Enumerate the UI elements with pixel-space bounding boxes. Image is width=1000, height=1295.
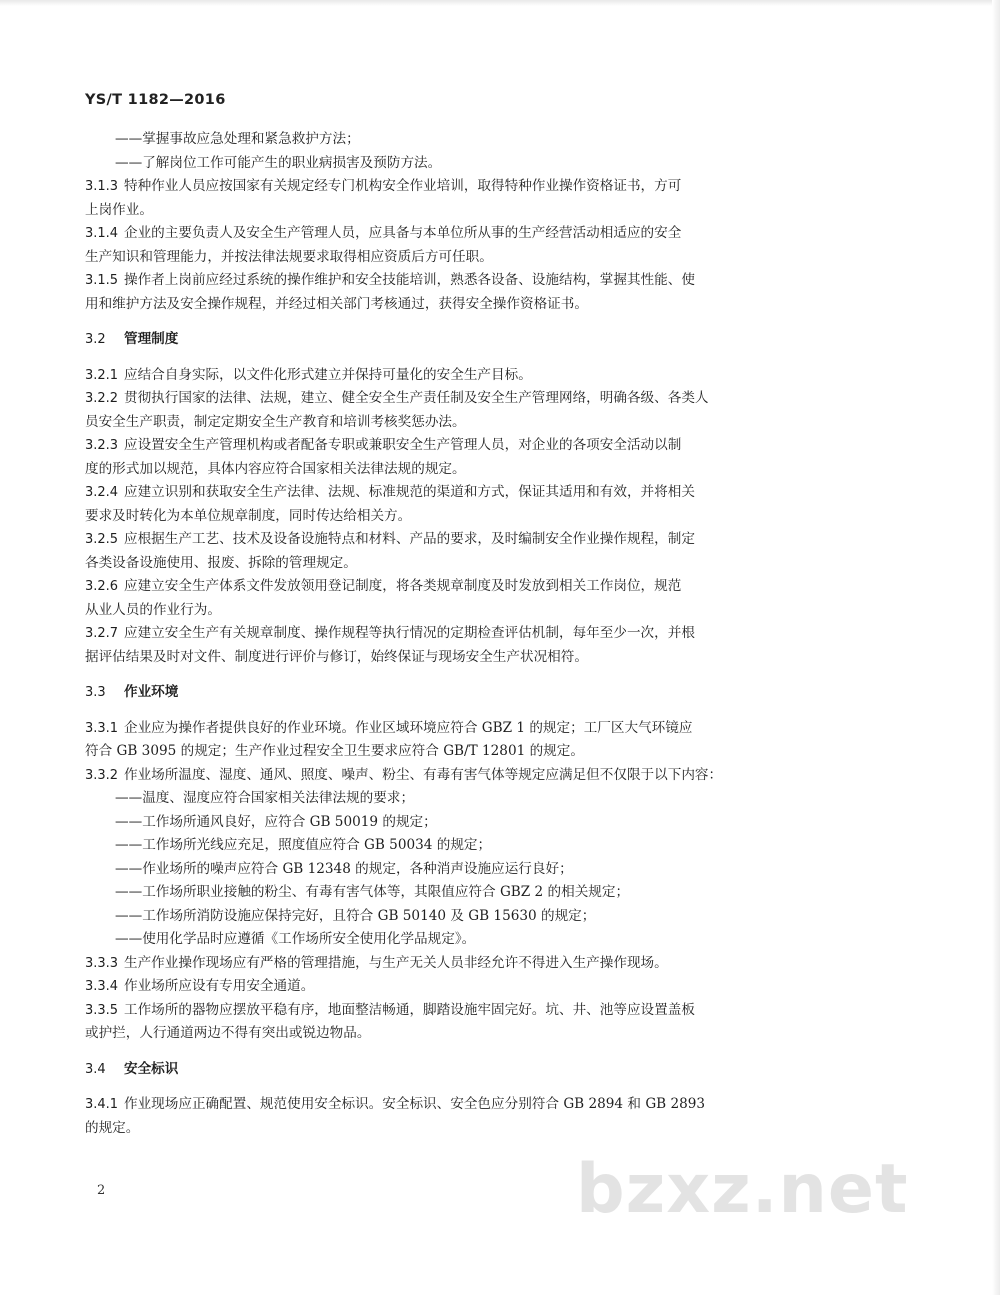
clause-text: 作业场所应设有专用安全通道。 — [124, 978, 315, 994]
clause-text: ——工作场所通风良好，应符合 GB 50019 的规定； — [115, 813, 437, 830]
list-item — [85, 152, 905, 176]
page-edge-top — [0, 0, 1000, 6]
clause-number: 3.3.5 — [85, 1002, 119, 1018]
clause-text: ——作业场所的噪声应符合 GB 12348 的规定，各种消声设施应运行良好； — [115, 860, 573, 877]
clause-number: 3.1.4 — [85, 226, 119, 241]
clause-text: 企业的主要负责人及安全生产管理人员，应具备与本单位所从事的生产经营活动相适应的安全 — [124, 225, 682, 241]
list-item — [85, 928, 905, 952]
list-item — [85, 834, 905, 858]
standard-code: YS/T 1182—2016 — [85, 92, 226, 108]
clause-text: 作业环境 — [124, 684, 179, 700]
clause-text: 应建立安全生产体系文件发放领用登记制度，将各类规章制度及时发放到相关工作岗位，规范 — [124, 578, 682, 594]
clause-text: 生产知识和管理能力，并按法律法规要求取得相应资质后方可任职。 — [85, 248, 493, 265]
clause-text: 应根据生产工艺、技术及设备设施特点和材料、产品的要求，及时编制安全作业操作规程，制定 — [124, 531, 695, 547]
clause-text: 应设置安全生产管理机构或者配备专职或兼职安全生产管理人员，对企业的各项安全活动以制 — [124, 437, 682, 453]
clause-text: ——掌握事故应急处理和紧急救护方法； — [115, 131, 360, 147]
clause-line — [85, 717, 905, 741]
clause-number: 3.2.7 — [85, 626, 119, 641]
clause-line — [85, 481, 905, 505]
clause-line — [85, 975, 905, 999]
continuation-line — [85, 1022, 905, 1046]
clause-number: 3.2.2 — [85, 391, 119, 406]
clause-text: 应建立安全生产有关规章制度、操作规程等执行情况的定期检查评估机制，每年至少一次，并根 — [124, 625, 695, 641]
document-body — [85, 128, 905, 1140]
clause-text: ——温度、湿度应符合国家相关法律法规的要求； — [115, 790, 415, 806]
list-item — [85, 905, 905, 929]
continuation-line — [85, 740, 905, 764]
clause-line — [85, 175, 905, 199]
clause-number: 3.4 — [85, 1061, 106, 1077]
page-edge-right — [992, 0, 1000, 1295]
list-item — [85, 881, 905, 905]
continuation-line — [85, 199, 905, 223]
clause-text: 或护拦，人行通道两边不得有突出或锐边物品。 — [85, 1025, 371, 1041]
continuation-line — [85, 458, 905, 482]
clause-number: 3.1.5 — [85, 273, 119, 288]
clause-text: 从业人员的作业行为。 — [85, 601, 221, 618]
clause-line — [85, 1093, 905, 1117]
clause-text: 上岗作业。 — [85, 201, 153, 218]
clause-line — [85, 764, 905, 788]
list-item — [85, 858, 905, 882]
continuation-line — [85, 246, 905, 270]
continuation-line — [85, 411, 905, 435]
clause-number: 3.3 — [85, 685, 106, 700]
clause-number: 3.2 — [85, 332, 106, 347]
clause-text: 应建立识别和获取安全生产法律、法规、标准规范的渠道和方式，保证其适用和有效，并将相关 — [124, 484, 695, 500]
clause-text: 作业场所温度、湿度、通风、照度、噪声、粉尘、有毒有害气体等规定应满足但不仅限于以下内容： — [124, 766, 723, 783]
clause-text: 的规定。 — [85, 1119, 140, 1136]
clause-text: ——工作场所职业接触的粉尘、有毒有害气体等，其限值应符合 GBZ 2 的相关规定； — [115, 884, 630, 900]
clause-line — [85, 952, 905, 976]
clause-number: 3.2.3 — [85, 438, 119, 453]
clause-number: 3.3.3 — [85, 955, 119, 971]
clause-text: ——工作场所消防设施应保持完好，且符合 GB 50140 及 GB 15630 的规定； — [115, 907, 596, 924]
clause-line — [85, 622, 905, 646]
clause-line — [85, 222, 905, 246]
continuation-line — [85, 646, 905, 670]
clause-text: ——工作场所光线应充足，照度值应符合 GB 50034 的规定； — [115, 837, 492, 853]
clause-number: 3.2.5 — [85, 532, 119, 547]
clause-text: 操作者上岗前应经过系统的操作维护和安全技能培训，熟悉各设备、设施结构，掌握其性能、使 — [124, 272, 695, 288]
clause-number: 3.3.4 — [85, 979, 119, 994]
section-heading — [85, 328, 905, 352]
clause-text: 企业应为操作者提供良好的作业环境。作业区域环境应符合 GBZ 1 的规定；工厂区大气环镜应 — [124, 719, 693, 736]
clause-text: 应结合自身实际，以文件化形式建立并保持可量化的安全生产目标。 — [124, 366, 532, 383]
clause-text: 特种作业人员应按国家有关规定经专门机构安全作业培训，取得特种作业操作资格证书，方可 — [124, 178, 682, 194]
clause-line — [85, 434, 905, 458]
clause-text: 生产作业操作现场应有严格的管理措施，与生产无关人员非经允许不得进入生产操作现场。 — [124, 954, 668, 971]
clause-line — [85, 575, 905, 599]
list-item — [85, 811, 905, 835]
clause-line — [85, 269, 905, 293]
clause-line — [85, 364, 905, 388]
clause-number: 3.3.2 — [85, 767, 119, 783]
clause-number: 3.2.1 — [85, 367, 119, 383]
continuation-line — [85, 599, 905, 623]
section-heading — [85, 1058, 905, 1082]
clause-text: 用和维护方法及安全操作规程，并经过相关部门考核通过，获得安全操作资格证书。 — [85, 295, 588, 312]
watermark: bzxz.net — [576, 1150, 909, 1229]
list-item — [85, 128, 905, 152]
continuation-line — [85, 293, 905, 317]
clause-line — [85, 387, 905, 411]
clause-text: 管理制度 — [124, 331, 179, 347]
clause-number: 3.2.6 — [85, 579, 119, 594]
clause-text: 各类设备设施使用、报废、拆除的管理规定。 — [85, 554, 357, 571]
clause-text: 要求及时转化为本单位规章制度，同时传达给相关方。 — [85, 507, 412, 524]
clause-number: 3.3.1 — [85, 720, 119, 736]
section-heading — [85, 681, 905, 705]
clause-text: ——使用化学品时应遵循《工作场所安全使用化学品规定》。 — [115, 931, 476, 947]
clause-text: 符合 GB 3095 的规定；生产作业过程安全卫生要求应符合 GB/T 12801 的规定。 — [85, 743, 584, 759]
continuation-line — [85, 505, 905, 529]
clause-line — [85, 999, 905, 1023]
clause-text: 作业现场应正确配置、规范使用安全标识。安全标识、安全色应分别符合 GB 2894 和 GB 2893 — [124, 1096, 706, 1112]
continuation-line — [85, 1117, 905, 1141]
page-number: 2 — [97, 1183, 106, 1198]
clause-number: 3.2.4 — [85, 485, 119, 500]
clause-number: 3.1.3 — [85, 179, 119, 194]
clause-text: 贯彻执行国家的法律、法规，建立、健全安全生产责任制及安全生产管理网络，明确各级、各类人 — [124, 390, 709, 406]
clause-text: 工作场所的器物应摆放平稳有序，地面整洁畅通，脚踏设施牢固完好。坑、井、池等应设置盖板 — [124, 1001, 695, 1018]
clause-line — [85, 528, 905, 552]
clause-text: ——了解岗位工作可能产生的职业病损害及预防方法。 — [115, 154, 442, 171]
clause-number: 3.4.1 — [85, 1097, 119, 1112]
clause-text: 安全标识 — [124, 1060, 179, 1077]
clause-text: 据评估结果及时对文件、制度进行评价与修订，始终保证与现场安全生产状况相符。 — [85, 648, 588, 665]
clause-text: 员安全生产职责，制定定期安全生产教育和培训考核奖惩办法。 — [85, 413, 466, 430]
clause-text: 度的形式加以规范，具体内容应符合国家相关法律法规的规定。 — [85, 460, 466, 477]
list-item — [85, 787, 905, 811]
continuation-line — [85, 552, 905, 576]
